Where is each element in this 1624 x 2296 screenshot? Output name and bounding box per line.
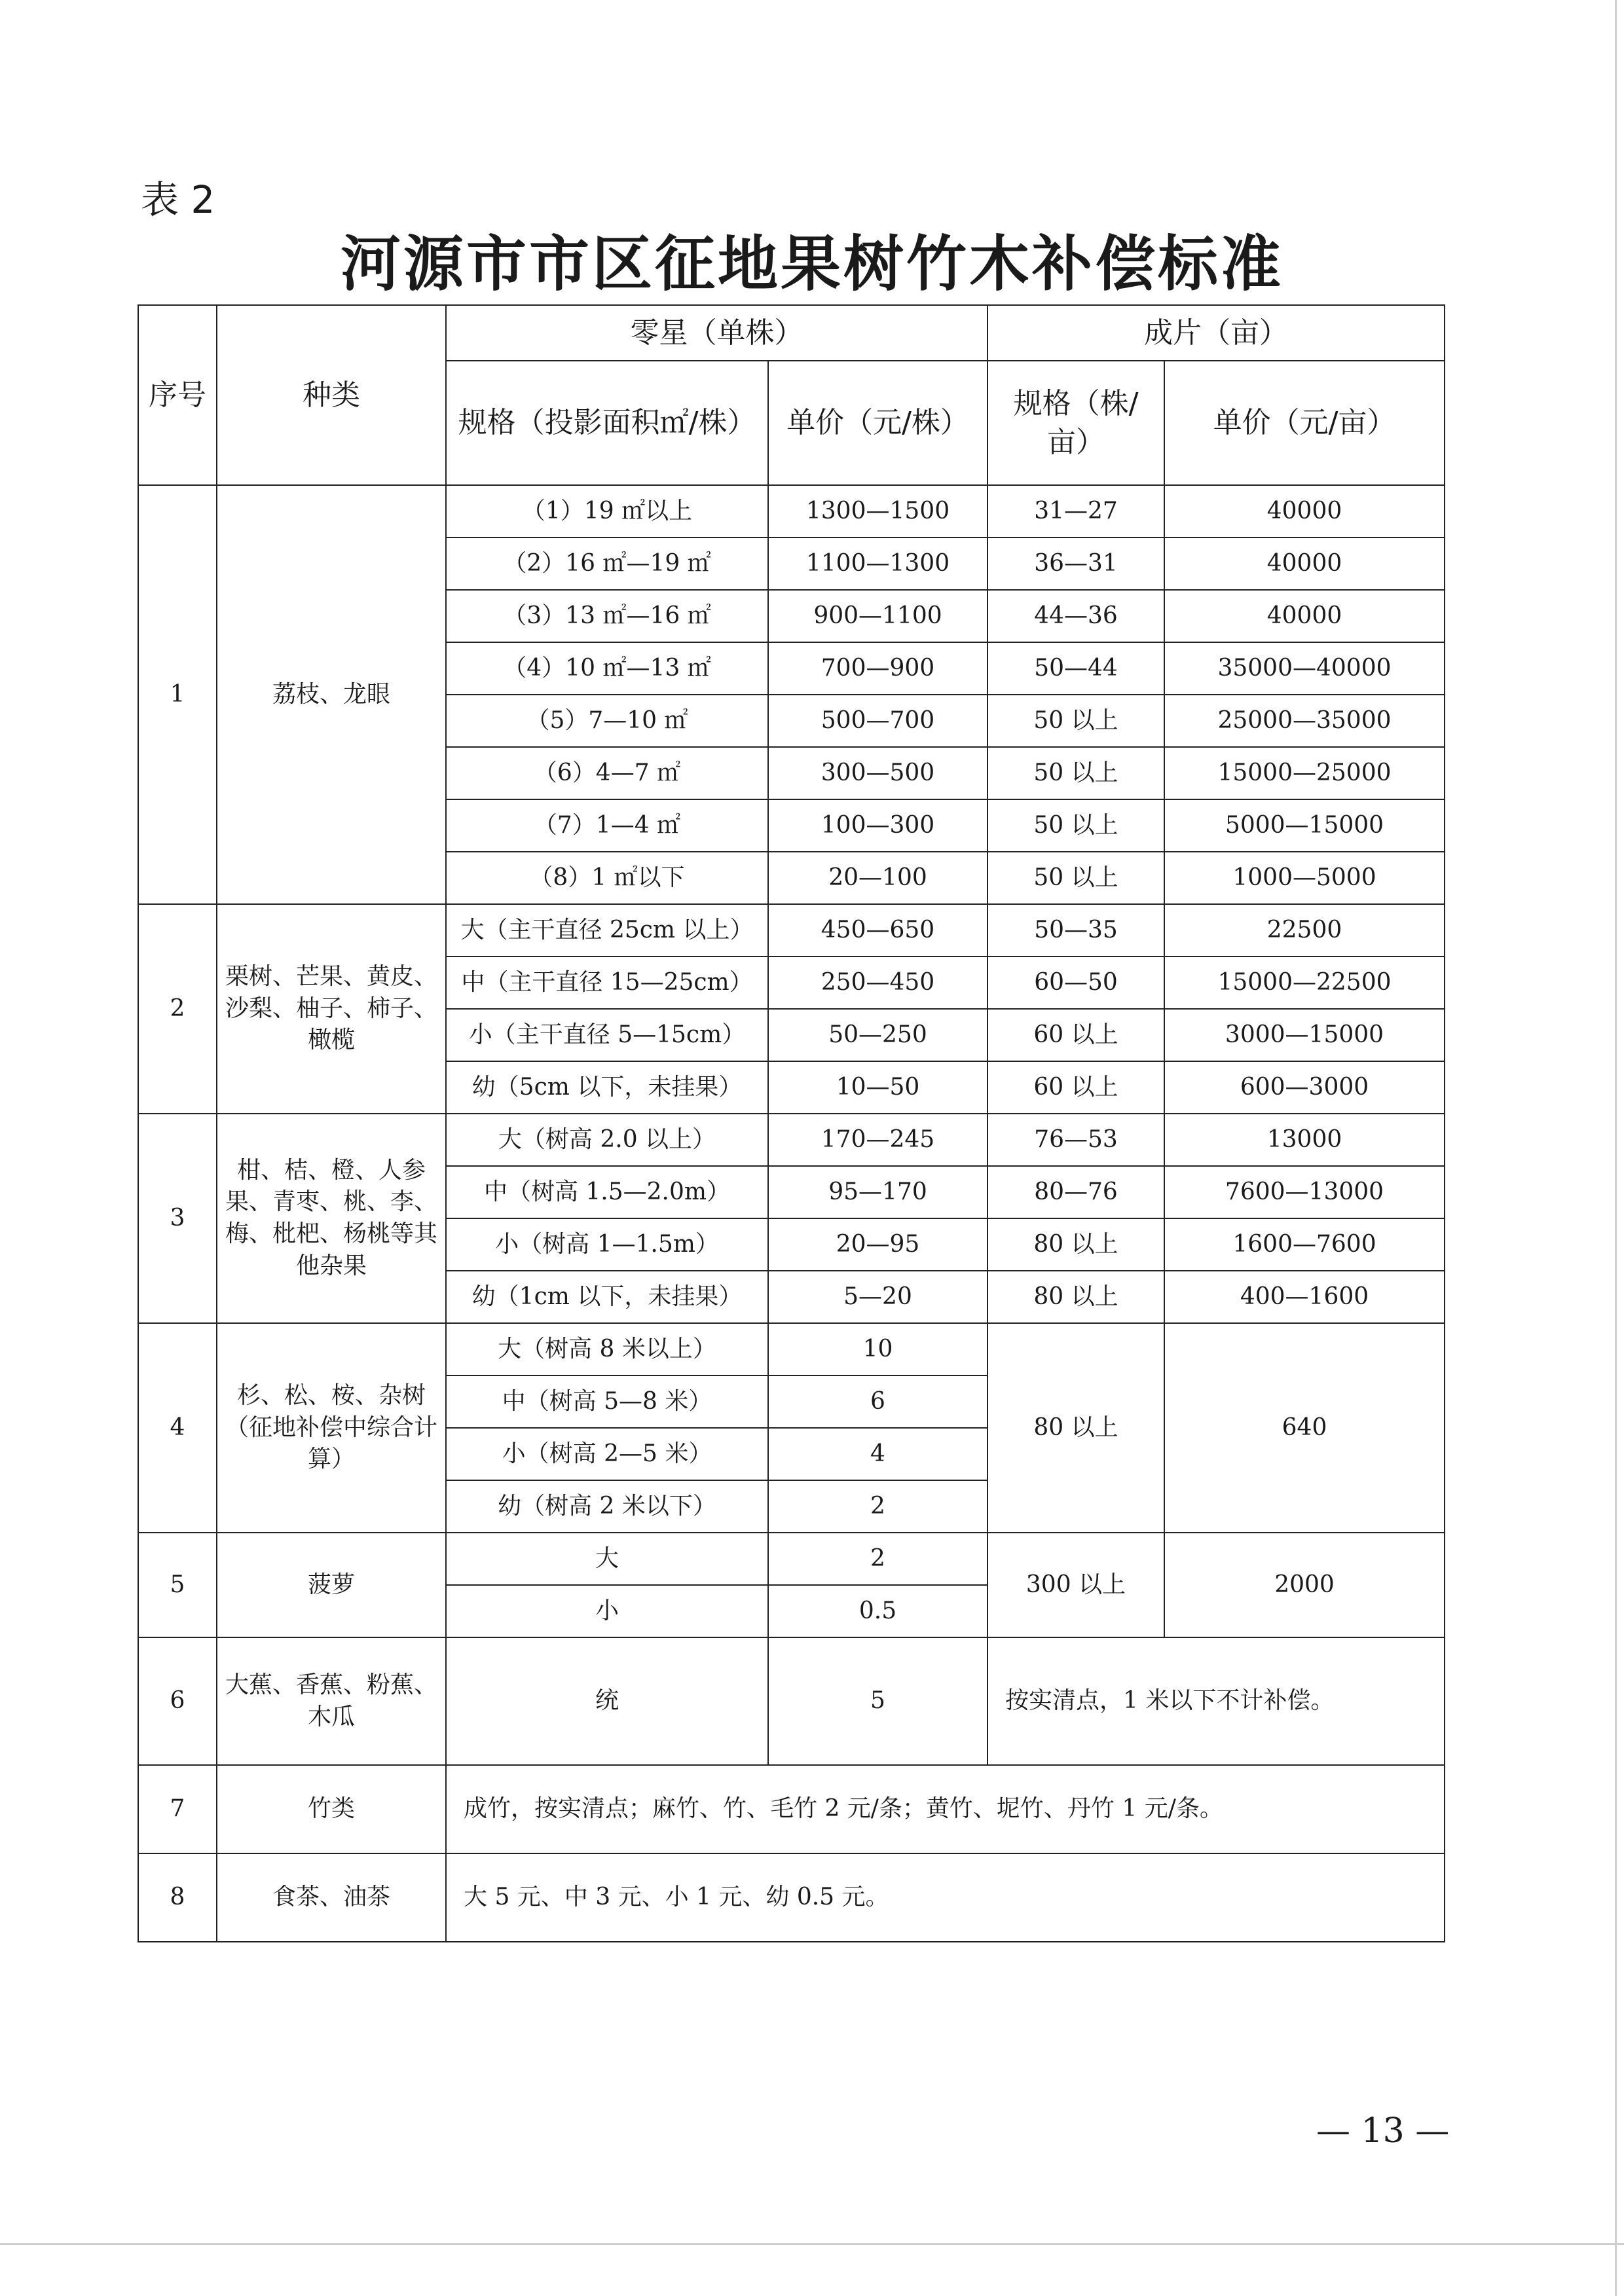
area-spec-cell: 50 以上 (987, 695, 1164, 747)
area-price-cell: 1000—5000 (1164, 852, 1445, 904)
table-row (138, 1853, 1445, 1942)
species-cell: 菠萝 (217, 1533, 446, 1637)
area-spec-cell: 300 以上 (987, 1533, 1164, 1637)
species-cell: 竹类 (217, 1765, 446, 1853)
note-cell: 成竹，按实清点；麻竹、竹、毛竹 2 元/条；黄竹、坭竹、丹竹 1 元/条。 (446, 1765, 1445, 1853)
spec-cell: 统 (446, 1637, 768, 1765)
area-price-cell: 5000—15000 (1164, 799, 1445, 852)
area-spec-cell: 60 以上 (987, 1061, 1164, 1114)
price-cell: 2 (768, 1480, 987, 1533)
spec-cell: 中（主干直径 15—25cm） (446, 957, 768, 1009)
price-cell: 6 (768, 1376, 987, 1428)
price-cell: 5—20 (768, 1271, 987, 1323)
header-area-spec: 规格（株/亩） (987, 361, 1164, 485)
area-spec-cell: 50 以上 (987, 799, 1164, 852)
spec-cell: （5）7—10 ㎡ (446, 695, 768, 747)
price-cell: 900—1100 (768, 590, 987, 642)
table-row (138, 1323, 1445, 1376)
spec-cell: 小（树高 2—5 米） (446, 1428, 768, 1480)
table-row (138, 1765, 1445, 1853)
scan-edge-line (0, 2243, 1624, 2245)
price-cell: 10 (768, 1323, 987, 1376)
seq-cell: 4 (138, 1323, 217, 1533)
species-cell: 大蕉、香蕉、粉蕉、木瓜 (217, 1637, 446, 1765)
area-spec-cell: 76—53 (987, 1114, 1164, 1166)
spec-cell: 大（树高 2.0 以上） (446, 1114, 768, 1166)
spec-cell: 小 (446, 1585, 768, 1637)
spec-cell: （6）4—7 ㎡ (446, 747, 768, 799)
seq-cell: 6 (138, 1637, 217, 1765)
table-row (138, 904, 1445, 957)
price-cell: 450—650 (768, 904, 987, 957)
seq-cell: 7 (138, 1765, 217, 1853)
spec-cell: （4）10 ㎡—13 ㎡ (446, 642, 768, 695)
table-row (138, 1637, 1445, 1765)
area-spec-cell: 44—36 (987, 590, 1164, 642)
area-price-cell: 1600—7600 (1164, 1218, 1445, 1271)
price-cell: 300—500 (768, 747, 987, 799)
area-price-cell: 15000—25000 (1164, 747, 1445, 799)
seq-cell: 1 (138, 485, 217, 904)
area-spec-cell: 60 以上 (987, 1009, 1164, 1061)
area-price-cell: 640 (1164, 1323, 1445, 1533)
species-cell: 柑、桔、橙、人参果、青枣、桃、李、梅、枇杷、杨桃等其他杂果 (217, 1114, 446, 1323)
area-price-cell: 2000 (1164, 1533, 1445, 1637)
area-price-cell: 3000—15000 (1164, 1009, 1445, 1061)
area-spec-cell: 80 以上 (987, 1218, 1164, 1271)
header-species: 种类 (217, 305, 446, 485)
header-single-spec: 规格（投影面积㎡/株） (446, 361, 768, 485)
table-row (138, 1114, 1445, 1166)
table-row (138, 485, 1445, 538)
price-cell: 5 (768, 1637, 987, 1765)
spec-cell: 幼（1cm 以下，未挂果） (446, 1271, 768, 1323)
document-title: 河源市市区征地果树竹木补偿标准 (340, 228, 1283, 299)
header-single-price: 单价（元/株） (768, 361, 987, 485)
area-price-cell: 22500 (1164, 904, 1445, 957)
price-cell: 1100—1300 (768, 538, 987, 590)
spec-cell: 幼（5cm 以下，未挂果） (446, 1061, 768, 1114)
area-spec-cell: 80 以上 (987, 1323, 1164, 1533)
spec-cell: 小（主干直径 5—15cm） (446, 1009, 768, 1061)
area-spec-cell: 31—27 (987, 485, 1164, 538)
species-cell: 食茶、油茶 (217, 1853, 446, 1942)
spec-cell: （3）13 ㎡—16 ㎡ (446, 590, 768, 642)
area-price-cell: 35000—40000 (1164, 642, 1445, 695)
price-cell: 100—300 (768, 799, 987, 852)
spec-cell: 大（树高 8 米以上） (446, 1323, 768, 1376)
price-cell: 20—100 (768, 852, 987, 904)
header-area-group: 成片（亩） (987, 305, 1445, 361)
price-cell: 4 (768, 1428, 987, 1480)
price-cell: 20—95 (768, 1218, 987, 1271)
spec-cell: 大 (446, 1533, 768, 1585)
price-cell: 2 (768, 1533, 987, 1585)
note-cell: 大 5 元、中 3 元、小 1 元、幼 0.5 元。 (446, 1853, 1445, 1942)
species-cell: 荔枝、龙眼 (217, 485, 446, 904)
scan-edge-line-right (1615, 0, 1617, 2296)
seq-cell: 3 (138, 1114, 217, 1323)
page-number: — 13 — (1316, 2111, 1450, 2151)
area-price-cell: 7600—13000 (1164, 1166, 1445, 1218)
area-spec-cell: 80—76 (987, 1166, 1164, 1218)
price-cell: 700—900 (768, 642, 987, 695)
area-spec-cell: 80 以上 (987, 1271, 1164, 1323)
price-cell: 10—50 (768, 1061, 987, 1114)
area-price-cell: 40000 (1164, 485, 1445, 538)
table-row (138, 1533, 1445, 1585)
header-area-price: 单价（元/亩） (1164, 361, 1445, 485)
area-price-cell: 13000 (1164, 1114, 1445, 1166)
area-price-cell: 600—3000 (1164, 1061, 1445, 1114)
spec-cell: 中（树高 5—8 米） (446, 1376, 768, 1428)
species-cell: 杉、松、桉、杂树（征地补偿中综合计算） (217, 1323, 446, 1533)
note-cell: 按实清点，1 米以下不计补偿。 (987, 1637, 1445, 1765)
area-spec-cell: 50 以上 (987, 747, 1164, 799)
seq-cell: 2 (138, 904, 217, 1114)
seq-cell: 5 (138, 1533, 217, 1637)
spec-cell: （7）1—4 ㎡ (446, 799, 768, 852)
area-price-cell: 40000 (1164, 590, 1445, 642)
area-spec-cell: 50—35 (987, 904, 1164, 957)
area-spec-cell: 60—50 (987, 957, 1164, 1009)
spec-cell: （8）1 ㎡以下 (446, 852, 768, 904)
price-cell: 500—700 (768, 695, 987, 747)
header-single-group: 零星（单株） (446, 305, 987, 361)
area-spec-cell: 50—44 (987, 642, 1164, 695)
area-spec-cell: 36—31 (987, 538, 1164, 590)
spec-cell: 大（主干直径 25cm 以上） (446, 904, 768, 957)
price-cell: 1300—1500 (768, 485, 987, 538)
header-seq: 序号 (138, 305, 217, 485)
price-cell: 0.5 (768, 1585, 987, 1637)
area-spec-cell: 50 以上 (987, 852, 1164, 904)
spec-cell: （1）19 ㎡以上 (446, 485, 768, 538)
spec-cell: 小（树高 1—1.5m） (446, 1218, 768, 1271)
seq-cell: 8 (138, 1853, 217, 1942)
area-price-cell: 25000—35000 (1164, 695, 1445, 747)
price-cell: 170—245 (768, 1114, 987, 1166)
area-price-cell: 40000 (1164, 538, 1445, 590)
price-cell: 250—450 (768, 957, 987, 1009)
price-cell: 50—250 (768, 1009, 987, 1061)
spec-cell: 幼（树高 2 米以下） (446, 1480, 768, 1533)
table-label: 表 2 (141, 177, 215, 222)
spec-cell: （2）16 ㎡—19 ㎡ (446, 538, 768, 590)
species-cell: 栗树、芒果、黄皮、沙梨、柚子、柿子、橄榄 (217, 904, 446, 1114)
price-cell: 95—170 (768, 1166, 987, 1218)
area-price-cell: 400—1600 (1164, 1271, 1445, 1323)
compensation-table (138, 304, 1445, 1942)
spec-cell: 中（树高 1.5—2.0m） (446, 1166, 768, 1218)
area-price-cell: 15000—22500 (1164, 957, 1445, 1009)
header-row-top (138, 305, 1445, 361)
